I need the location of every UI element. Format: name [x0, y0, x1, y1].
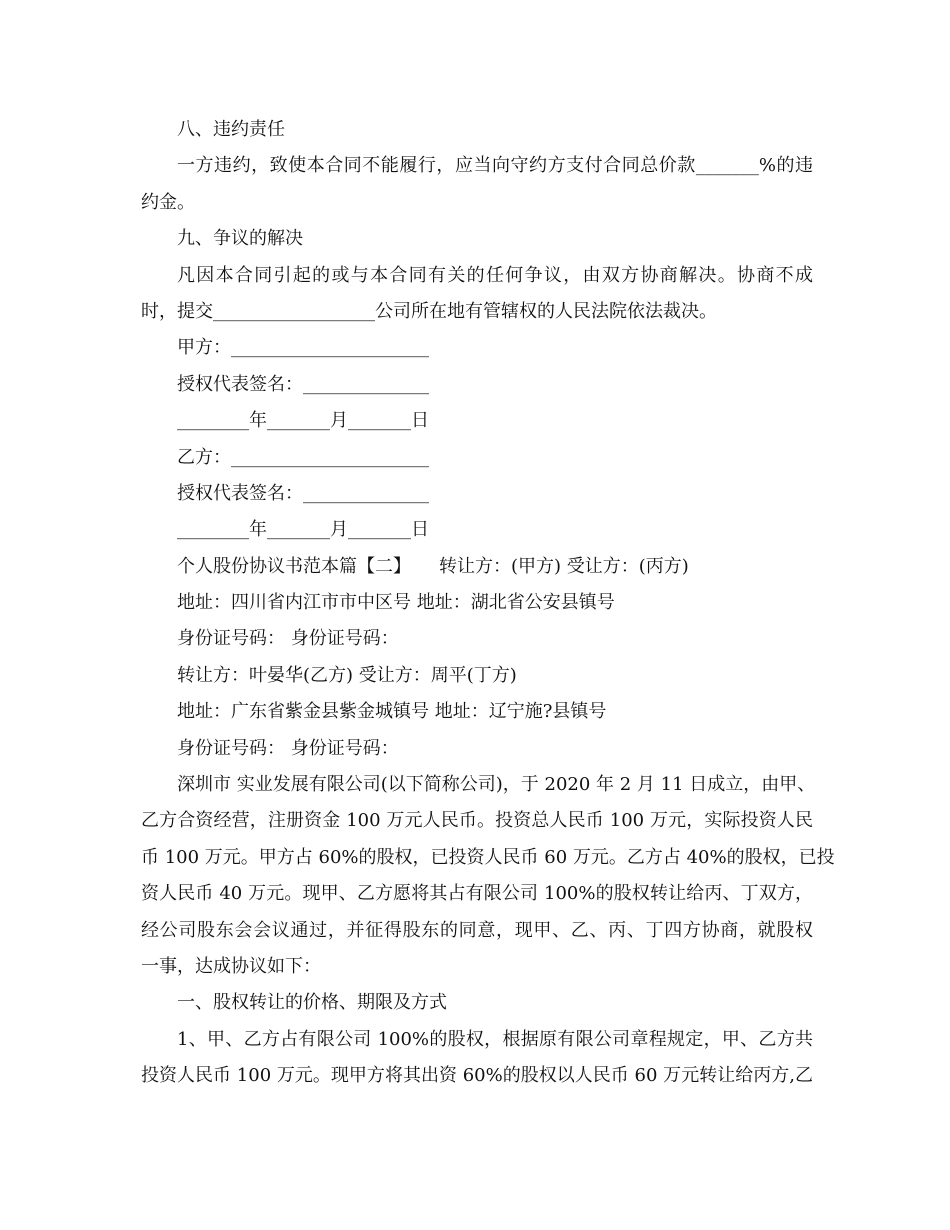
paragraph-line: 资人民币 40 万元。现甲、乙方愿将其占有限公司 100%的股权转让给丙、丁双方， — [141, 883, 813, 905]
transfer-parties-line: 转让方：(甲方) 受让方：(丙方) — [439, 555, 689, 577]
signature-field: 授权代表签名：______________ — [177, 373, 429, 395]
section-heading-dispute: 九、争议的解决 — [177, 228, 303, 250]
section-title-template-two — [141, 549, 813, 585]
id-number-line: 身份证号码： 身份证号码： — [177, 737, 399, 759]
paragraph-line: 乙方合资经营，注册资金 100 万元人民币。投资总人民币 100 万元，实际投资人民 — [141, 810, 813, 832]
paragraph-line: 时，提交__________________公司所在地有管辖权的人民法院依法裁决。 — [141, 300, 717, 322]
section-heading-breach: 八、违约责任 — [177, 119, 285, 140]
party-a-field: 甲方：______________________ — [177, 337, 429, 359]
paragraph-line: 一方违约，致使本合同不能履行，应当向守约方支付合同总价款_______%的违 — [177, 155, 813, 177]
signature-field: 授权代表签名：______________ — [177, 482, 429, 504]
template-title: 个人股份协议书范本篇【二】 — [177, 555, 411, 577]
transfer-parties-line: 转让方：叶晏华(乙方) 受让方：周平(丁方) — [177, 664, 517, 686]
date-field: ________年_______月_______日 — [177, 410, 429, 432]
paragraph-line: 1、甲、乙方占有限公司 100%的股权，根据原有限公司章程规定，甲、乙方共 — [177, 1028, 813, 1050]
date-field: ________年_______月_______日 — [177, 519, 429, 541]
paragraph-line: 经公司股东会会议通过，并征得股东的同意，现甲、乙、丙、丁四方协商，就股权 — [141, 919, 813, 941]
paragraph-line: 投资人民币 100 万元。现甲方将其出资 60%的股权以人民币 60 万元转让给丙方,乙 — [141, 1065, 813, 1087]
paragraph-line: 深圳市 实业发展有限公司(以下简称公司)，于 2020 年 2 月 11 日成立，由甲、 — [177, 774, 816, 796]
section-heading-transfer-terms: 一、股权转让的价格、期限及方式 — [177, 992, 447, 1014]
id-number-line: 身份证号码： 身份证号码： — [177, 628, 399, 650]
party-b-field: 乙方：______________________ — [177, 446, 429, 468]
address-line: 地址：四川省内江市市中区号 地址：湖北省公安县镇号 — [177, 592, 615, 614]
paragraph-line: 币 100 万元。甲方占 60%的股权，已投资人民币 60 万元。乙方占 40%的股权，已投 — [141, 846, 835, 868]
address-line: 地址：广东省紫金县紫金城镇号 地址：辽宁施?县镇号 — [177, 701, 607, 723]
document-body — [141, 112, 835, 1095]
paragraph-line: 约金。 — [141, 191, 195, 213]
paragraph-line: 凡因本合同引起的或与本合同有关的任何争议，由双方协商解决。协商不成 — [177, 264, 813, 286]
paragraph-line: 一事，达成协议如下： — [141, 955, 321, 977]
